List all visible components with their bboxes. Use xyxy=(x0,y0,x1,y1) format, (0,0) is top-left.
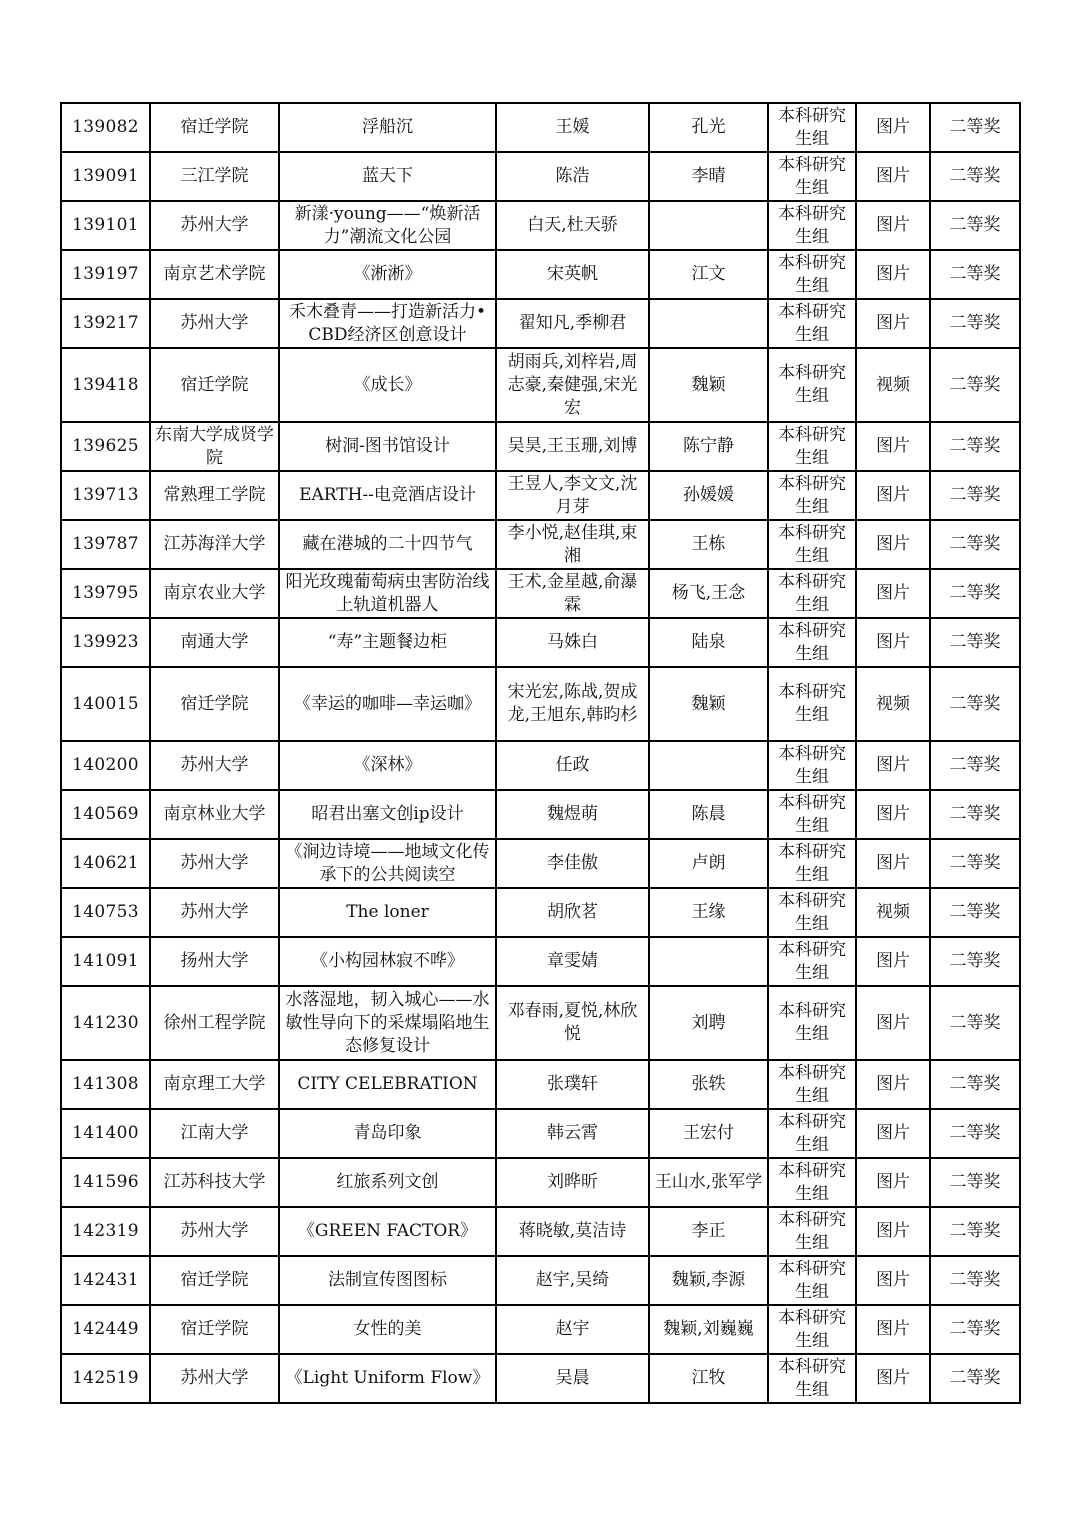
cell-school: 南通大学 xyxy=(150,618,279,667)
cell-work-title: 蓝天下 xyxy=(279,152,496,201)
cell-award: 二等奖 xyxy=(930,1060,1020,1109)
cell-award: 二等奖 xyxy=(930,888,1020,937)
cell-authors: 赵宇 xyxy=(496,1305,649,1354)
cell-school: 宿迁学院 xyxy=(150,1305,279,1354)
cell-entry-id: 139795 xyxy=(61,569,150,618)
cell-work-title: 女性的美 xyxy=(279,1305,496,1354)
cell-group: 本科研究生组 xyxy=(768,520,856,569)
cell-category: 图片 xyxy=(856,1060,930,1109)
cell-category: 图片 xyxy=(856,103,930,152)
cell-work-title: 新漾·young——“焕新活力”潮流文化公园 xyxy=(279,201,496,250)
cell-advisor xyxy=(649,741,768,790)
cell-award: 二等奖 xyxy=(930,520,1020,569)
cell-work-title: 《涧边诗境——地域文化传承下的公共阅读空 xyxy=(279,839,496,888)
cell-group: 本科研究生组 xyxy=(768,201,856,250)
cell-authors: 李小悦,赵佳琪,束湘 xyxy=(496,520,649,569)
cell-advisor: 张轶 xyxy=(649,1060,768,1109)
cell-advisor: 杨飞,王念 xyxy=(649,569,768,618)
cell-entry-id: 140200 xyxy=(61,741,150,790)
cell-group: 本科研究生组 xyxy=(768,1060,856,1109)
cell-award: 二等奖 xyxy=(930,348,1020,422)
cell-entry-id: 139625 xyxy=(61,422,150,471)
cell-advisor: 魏颖 xyxy=(649,348,768,422)
cell-authors: 宋英帆 xyxy=(496,250,649,299)
cell-award: 二等奖 xyxy=(930,741,1020,790)
cell-group: 本科研究生组 xyxy=(768,1158,856,1207)
cell-work-title: 禾木叠青——打造新活力•CBD经济区创意设计 xyxy=(279,299,496,348)
cell-school: 扬州大学 xyxy=(150,937,279,986)
award-results-table xyxy=(60,102,1021,1404)
cell-group: 本科研究生组 xyxy=(768,790,856,839)
table-row xyxy=(61,299,1020,348)
cell-group: 本科研究生组 xyxy=(768,1109,856,1158)
cell-advisor: 李晴 xyxy=(649,152,768,201)
cell-authors: 王昱人,李文文,沈月芽 xyxy=(496,471,649,520)
cell-entry-id: 141400 xyxy=(61,1109,150,1158)
cell-authors: 宋光宏,陈战,贺成龙,王旭东,韩昀杉 xyxy=(496,667,649,741)
cell-entry-id: 141308 xyxy=(61,1060,150,1109)
cell-group: 本科研究生组 xyxy=(768,1305,856,1354)
table-row xyxy=(61,152,1020,201)
cell-advisor: 李正 xyxy=(649,1207,768,1256)
cell-entry-id: 139101 xyxy=(61,201,150,250)
table-row xyxy=(61,888,1020,937)
cell-school: 南京理工大学 xyxy=(150,1060,279,1109)
cell-group: 本科研究生组 xyxy=(768,741,856,790)
cell-group: 本科研究生组 xyxy=(768,1256,856,1305)
cell-entry-id: 142431 xyxy=(61,1256,150,1305)
cell-award: 二等奖 xyxy=(930,569,1020,618)
cell-advisor: 江牧 xyxy=(649,1354,768,1403)
cell-award: 二等奖 xyxy=(930,1354,1020,1403)
cell-category: 图片 xyxy=(856,741,930,790)
cell-category: 图片 xyxy=(856,937,930,986)
cell-authors: 王媛 xyxy=(496,103,649,152)
cell-category: 视频 xyxy=(856,667,930,741)
cell-group: 本科研究生组 xyxy=(768,667,856,741)
cell-group: 本科研究生组 xyxy=(768,1354,856,1403)
cell-advisor: 王宏付 xyxy=(649,1109,768,1158)
cell-group: 本科研究生组 xyxy=(768,250,856,299)
cell-entry-id: 139787 xyxy=(61,520,150,569)
cell-work-title: 《小构园林寂不哗》 xyxy=(279,937,496,986)
cell-entry-id: 141596 xyxy=(61,1158,150,1207)
cell-authors: 刘晔昕 xyxy=(496,1158,649,1207)
table-row xyxy=(61,741,1020,790)
cell-work-title: 青岛印象 xyxy=(279,1109,496,1158)
cell-category: 图片 xyxy=(856,839,930,888)
cell-award: 二等奖 xyxy=(930,618,1020,667)
table-row xyxy=(61,103,1020,152)
cell-work-title: EARTH--电竞酒店设计 xyxy=(279,471,496,520)
cell-award: 二等奖 xyxy=(930,1256,1020,1305)
cell-category: 图片 xyxy=(856,1158,930,1207)
cell-advisor: 魏颖,李源 xyxy=(649,1256,768,1305)
cell-category: 图片 xyxy=(856,201,930,250)
cell-work-title: 浮船沉 xyxy=(279,103,496,152)
cell-authors: 魏煜萌 xyxy=(496,790,649,839)
cell-work-title: CITY CELEBRATION xyxy=(279,1060,496,1109)
cell-school: 苏州大学 xyxy=(150,741,279,790)
cell-category: 图片 xyxy=(856,569,930,618)
cell-award: 二等奖 xyxy=(930,937,1020,986)
table-row xyxy=(61,348,1020,422)
cell-work-title: 法制宣传图图标 xyxy=(279,1256,496,1305)
cell-school: 宿迁学院 xyxy=(150,667,279,741)
cell-authors: 白天,杜天骄 xyxy=(496,201,649,250)
cell-school: 常熟理工学院 xyxy=(150,471,279,520)
cell-school: 苏州大学 xyxy=(150,1207,279,1256)
cell-award: 二等奖 xyxy=(930,667,1020,741)
table-row xyxy=(61,250,1020,299)
cell-advisor: 魏颖 xyxy=(649,667,768,741)
cell-work-title: 水落湿地，韧入城心——水敏性导向下的采煤塌陷地生态修复设计 xyxy=(279,986,496,1060)
cell-authors: 张璞轩 xyxy=(496,1060,649,1109)
cell-award: 二等奖 xyxy=(930,1207,1020,1256)
cell-award: 二等奖 xyxy=(930,471,1020,520)
cell-award: 二等奖 xyxy=(930,1305,1020,1354)
table-row xyxy=(61,839,1020,888)
cell-group: 本科研究生组 xyxy=(768,152,856,201)
cell-award: 二等奖 xyxy=(930,986,1020,1060)
cell-entry-id: 140621 xyxy=(61,839,150,888)
table-row xyxy=(61,569,1020,618)
cell-entry-id: 139091 xyxy=(61,152,150,201)
table-row xyxy=(61,937,1020,986)
cell-category: 图片 xyxy=(856,471,930,520)
cell-entry-id: 139923 xyxy=(61,618,150,667)
cell-category: 图片 xyxy=(856,1305,930,1354)
cell-advisor: 孔光 xyxy=(649,103,768,152)
cell-school: 苏州大学 xyxy=(150,201,279,250)
cell-authors: 韩云霄 xyxy=(496,1109,649,1158)
cell-advisor xyxy=(649,201,768,250)
cell-advisor: 刘聘 xyxy=(649,986,768,1060)
cell-group: 本科研究生组 xyxy=(768,569,856,618)
cell-award: 二等奖 xyxy=(930,790,1020,839)
cell-award: 二等奖 xyxy=(930,152,1020,201)
cell-advisor: 王山水,张军学 xyxy=(649,1158,768,1207)
cell-work-title: 《Light Uniform Flow》 xyxy=(279,1354,496,1403)
cell-category: 图片 xyxy=(856,1354,930,1403)
cell-group: 本科研究生组 xyxy=(768,937,856,986)
cell-award: 二等奖 xyxy=(930,422,1020,471)
cell-entry-id: 140753 xyxy=(61,888,150,937)
cell-group: 本科研究生组 xyxy=(768,348,856,422)
cell-school: 宿迁学院 xyxy=(150,103,279,152)
cell-school: 徐州工程学院 xyxy=(150,986,279,1060)
cell-work-title: 藏在港城的二十四节气 xyxy=(279,520,496,569)
cell-school: 三江学院 xyxy=(150,152,279,201)
cell-category: 图片 xyxy=(856,152,930,201)
cell-group: 本科研究生组 xyxy=(768,1207,856,1256)
cell-entry-id: 142519 xyxy=(61,1354,150,1403)
cell-group: 本科研究生组 xyxy=(768,422,856,471)
cell-award: 二等奖 xyxy=(930,250,1020,299)
cell-authors: 胡欣茗 xyxy=(496,888,649,937)
cell-school: 南京农业大学 xyxy=(150,569,279,618)
cell-work-title: 阳光玫瑰葡萄病虫害防治线上轨道机器人 xyxy=(279,569,496,618)
table-row xyxy=(61,520,1020,569)
cell-advisor: 江文 xyxy=(649,250,768,299)
cell-category: 图片 xyxy=(856,299,930,348)
cell-work-title: 《深林》 xyxy=(279,741,496,790)
cell-entry-id: 139197 xyxy=(61,250,150,299)
table-row xyxy=(61,667,1020,741)
cell-group: 本科研究生组 xyxy=(768,299,856,348)
cell-group: 本科研究生组 xyxy=(768,471,856,520)
table-row xyxy=(61,790,1020,839)
cell-award: 二等奖 xyxy=(930,299,1020,348)
table-row xyxy=(61,1305,1020,1354)
cell-authors: 赵宇,吴绮 xyxy=(496,1256,649,1305)
cell-authors: 王术,金星越,俞瀑霖 xyxy=(496,569,649,618)
cell-category: 图片 xyxy=(856,618,930,667)
cell-category: 图片 xyxy=(856,790,930,839)
table-row xyxy=(61,471,1020,520)
cell-category: 图片 xyxy=(856,520,930,569)
table-body xyxy=(61,103,1020,1403)
cell-work-title: 树洞-图书馆设计 xyxy=(279,422,496,471)
table-row xyxy=(61,1158,1020,1207)
cell-category: 图片 xyxy=(856,422,930,471)
table-row xyxy=(61,201,1020,250)
table-row xyxy=(61,618,1020,667)
table-row xyxy=(61,1060,1020,1109)
cell-work-title: The loner xyxy=(279,888,496,937)
cell-authors: 章雯婧 xyxy=(496,937,649,986)
cell-school: 苏州大学 xyxy=(150,839,279,888)
cell-advisor xyxy=(649,937,768,986)
cell-group: 本科研究生组 xyxy=(768,986,856,1060)
cell-group: 本科研究生组 xyxy=(768,839,856,888)
cell-authors: 邓春雨,夏悦,林欣悦 xyxy=(496,986,649,1060)
cell-award: 二等奖 xyxy=(930,1158,1020,1207)
table-row xyxy=(61,1109,1020,1158)
cell-category: 视频 xyxy=(856,348,930,422)
cell-category: 图片 xyxy=(856,1256,930,1305)
cell-work-title: 红旅系列文创 xyxy=(279,1158,496,1207)
cell-advisor: 魏颖,刘巍巍 xyxy=(649,1305,768,1354)
cell-entry-id: 142319 xyxy=(61,1207,150,1256)
table-row xyxy=(61,422,1020,471)
table-row xyxy=(61,1354,1020,1403)
cell-category: 图片 xyxy=(856,250,930,299)
cell-authors: 任政 xyxy=(496,741,649,790)
cell-work-title: 昭君出塞文创ip设计 xyxy=(279,790,496,839)
cell-authors: 翟知凡,季柳君 xyxy=(496,299,649,348)
cell-school: 宿迁学院 xyxy=(150,1256,279,1305)
cell-category: 图片 xyxy=(856,1109,930,1158)
cell-advisor: 陆泉 xyxy=(649,618,768,667)
cell-authors: 李佳傲 xyxy=(496,839,649,888)
cell-entry-id: 139217 xyxy=(61,299,150,348)
cell-group: 本科研究生组 xyxy=(768,618,856,667)
cell-authors: 陈浩 xyxy=(496,152,649,201)
cell-school: 苏州大学 xyxy=(150,1354,279,1403)
cell-authors: 马姝白 xyxy=(496,618,649,667)
cell-work-title: 《淅淅》 xyxy=(279,250,496,299)
cell-work-title: 《GREEN FACTOR》 xyxy=(279,1207,496,1256)
cell-authors: 吴昊,王玉珊,刘博 xyxy=(496,422,649,471)
cell-school: 苏州大学 xyxy=(150,888,279,937)
cell-school: 苏州大学 xyxy=(150,299,279,348)
cell-work-title: 《幸运的咖啡—幸运咖》 xyxy=(279,667,496,741)
cell-authors: 蒋晓敏,莫洁诗 xyxy=(496,1207,649,1256)
table-row xyxy=(61,1256,1020,1305)
cell-entry-id: 139082 xyxy=(61,103,150,152)
cell-authors: 胡雨兵,刘梓岩,周志豪,秦健强,宋光宏 xyxy=(496,348,649,422)
cell-advisor: 陈晨 xyxy=(649,790,768,839)
cell-school: 南京林业大学 xyxy=(150,790,279,839)
cell-school: 宿迁学院 xyxy=(150,348,279,422)
cell-award: 二等奖 xyxy=(930,839,1020,888)
cell-school: 江苏海洋大学 xyxy=(150,520,279,569)
table-row xyxy=(61,986,1020,1060)
cell-advisor: 王缘 xyxy=(649,888,768,937)
cell-advisor: 陈宁静 xyxy=(649,422,768,471)
cell-advisor: 卢朗 xyxy=(649,839,768,888)
cell-advisor xyxy=(649,299,768,348)
cell-entry-id: 142449 xyxy=(61,1305,150,1354)
cell-group: 本科研究生组 xyxy=(768,888,856,937)
cell-category: 图片 xyxy=(856,1207,930,1256)
cell-entry-id: 141230 xyxy=(61,986,150,1060)
cell-school: 江南大学 xyxy=(150,1109,279,1158)
cell-work-title: “寿”主题餐边柜 xyxy=(279,618,496,667)
cell-advisor: 孙媛媛 xyxy=(649,471,768,520)
cell-advisor: 王栋 xyxy=(649,520,768,569)
cell-category: 图片 xyxy=(856,986,930,1060)
cell-award: 二等奖 xyxy=(930,201,1020,250)
table-row xyxy=(61,1207,1020,1256)
cell-award: 二等奖 xyxy=(930,1109,1020,1158)
cell-school: 东南大学成贤学院 xyxy=(150,422,279,471)
cell-authors: 吴晨 xyxy=(496,1354,649,1403)
cell-school: 江苏科技大学 xyxy=(150,1158,279,1207)
cell-work-title: 《成长》 xyxy=(279,348,496,422)
cell-entry-id: 139418 xyxy=(61,348,150,422)
cell-entry-id: 140015 xyxy=(61,667,150,741)
cell-group: 本科研究生组 xyxy=(768,103,856,152)
cell-category: 视频 xyxy=(856,888,930,937)
cell-entry-id: 141091 xyxy=(61,937,150,986)
cell-award: 二等奖 xyxy=(930,103,1020,152)
cell-entry-id: 139713 xyxy=(61,471,150,520)
cell-entry-id: 140569 xyxy=(61,790,150,839)
cell-school: 南京艺术学院 xyxy=(150,250,279,299)
